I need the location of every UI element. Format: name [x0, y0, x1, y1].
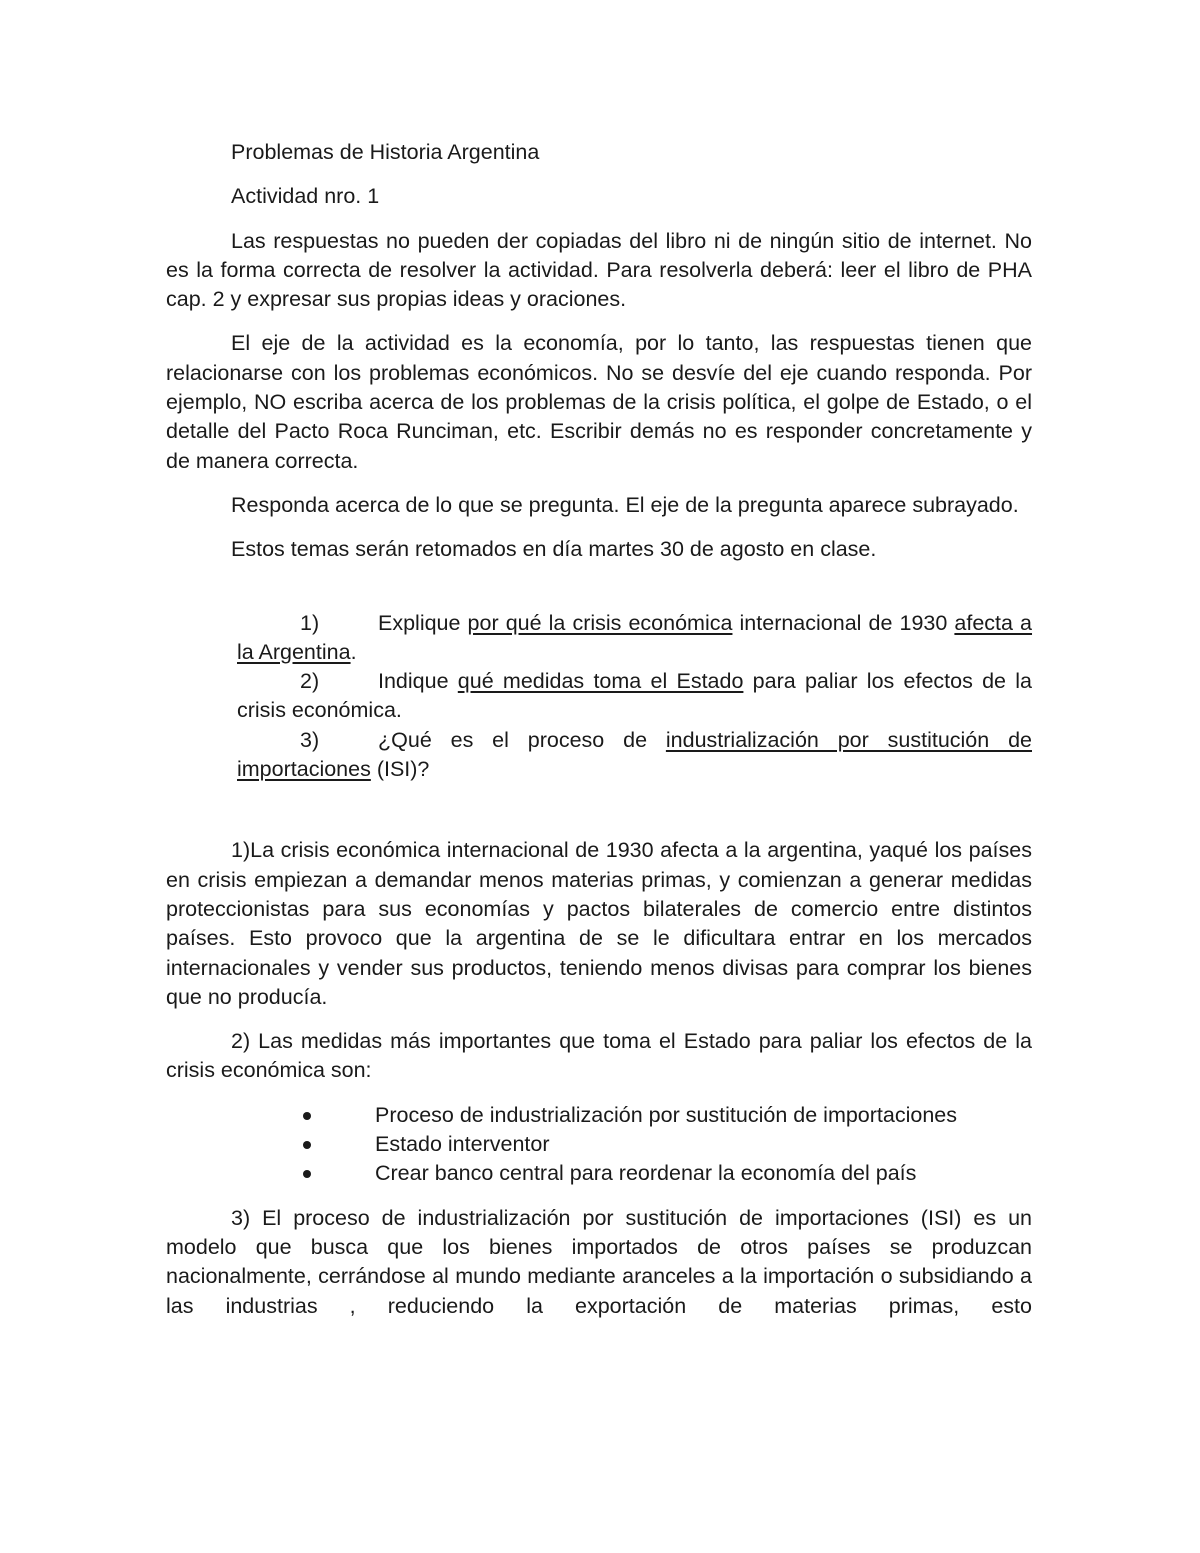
bullet-icon — [303, 1170, 311, 1178]
bullet-icon — [303, 1141, 311, 1149]
answer-2-bullet-list — [166, 1101, 1032, 1189]
instructions-paragraph-3: Responda acerca de lo que se pregunta. El eje de la pregunta aparece subrayado. — [231, 492, 1019, 517]
bullet-item — [166, 1130, 1032, 1159]
question-text-mid: internacional de 1930 — [732, 610, 955, 635]
question-text-mid: para paliar los efectos de la crisis económica. — [237, 669, 1032, 723]
document-title: Problemas de Historia Argentina — [231, 140, 540, 164]
activity-label: Actividad nro. 1 — [231, 184, 380, 209]
answer-2-intro: 2) Las medidas más importantes que toma el Estado para paliar los efectos de la crisis económica son: — [166, 1029, 1032, 1083]
bullet-item — [166, 1101, 1032, 1130]
question-item — [166, 726, 1032, 785]
question-text-pre: ¿Qué es el proceso de — [378, 727, 666, 752]
bullet-text: Crear banco central para reordenar la economía del país — [375, 1161, 917, 1186]
question-item — [166, 667, 1032, 726]
question-text-post: . — [350, 639, 357, 664]
question-text-pre: Indique — [378, 669, 458, 694]
instructions-paragraph-2: El eje de la actividad es la economía, por lo tanto, las respuestas tienen que relacionarse con los problemas económicos. No se desvíe del eje cuando responda. Por ejemplo, NO escriba acerca de los problemas de la crisis política, el golpe de Estado, o el detalle del Pacto Roca Runciman, etc. Escribir demás no es responder concretamente y de manera correcta. — [166, 331, 1032, 473]
question-item — [166, 609, 1032, 668]
bullet-text: Proceso de industrialización por sustitución de importaciones — [375, 1102, 958, 1127]
question-text-mid: (ISI)? — [370, 757, 430, 782]
questions-list — [166, 609, 1032, 785]
section-gap — [166, 784, 1032, 836]
instructions-paragraph-1: Las respuestas no pueden der copiadas del libro ni de ningún sitio de internet. No es la forma correcta de resolver la actividad. Para resolverla deberá: leer el libro de PHA cap. 2 y expresar sus propias ideas y oraciones. — [166, 228, 1032, 312]
bullet-icon — [303, 1112, 311, 1120]
question-number: 3) — [300, 727, 320, 752]
question-underlined-axis: qué medidas toma el Estado — [457, 669, 744, 694]
answer-3: 3) El proceso de industrialización por sustitución de importaciones (ISI) es un modelo que busca que los bienes importados de otros países se produzcan nacionalmente, cerrándose al mundo mediante aranceles a la importación o subsidiando a las industrias , reduciendo la exportación de materias primas, esto — [166, 1205, 1032, 1318]
question-underlined-axis: afecta a la Argentina — [237, 610, 1033, 664]
question-underlined-axis: industrialización por sustitución de importaciones — [237, 727, 1032, 782]
instructions-paragraph-4: Estos temas serán retomados en día martes 30 de agosto en clase. — [231, 537, 877, 562]
question-text-pre: Explique — [378, 610, 468, 635]
question-number: 1) — [300, 610, 320, 635]
bullet-item — [166, 1159, 1032, 1188]
document-body — [166, 138, 1032, 1336]
question-underlined-axis: por qué la crisis económica — [467, 610, 733, 635]
bullet-text: Estado interventor — [375, 1132, 550, 1157]
question-number: 2) — [300, 669, 320, 694]
answer-1: 1)La crisis económica internacional de 1930 afecta a la argentina, yaqué los países en crisis empiezan a demandar menos materias primas, y comienzan a generar medidas proteccionistas para sus economías y pactos bilaterales de comercio entre distintos países. Esto provoco que la argentina de se le dificultara entrar en los mercados internacionales y vender sus productos, teniendo menos divisas para comprar los bienes que no producía. — [166, 838, 1032, 1009]
